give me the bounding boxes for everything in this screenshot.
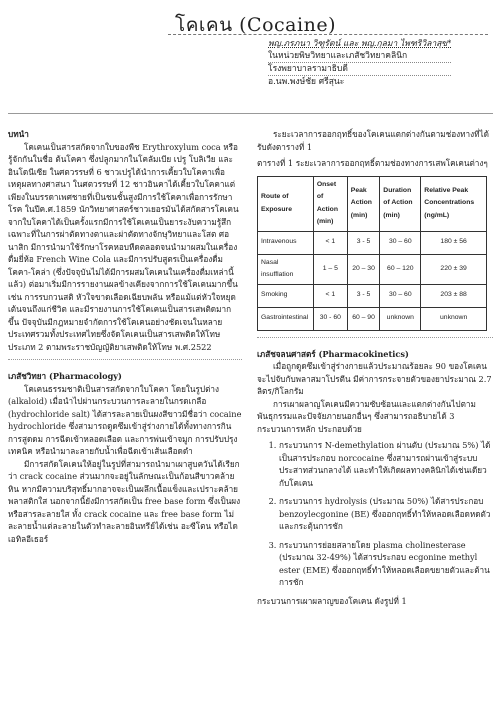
pharmacokinetics-paragraph-1: เมื่อถูกดูดซึมเข้าสู่ร่างกายแล้วประมาณร้อยละ 90 ของโคเคนจะไปจับกับพลาสมาโปรตีน มีค่าการกระจายตัวของยาประมาณ 2.7 ลิตร/กิโลกรัม (257, 361, 492, 396)
table-cell: 3 - 5 (347, 284, 380, 307)
table-cell: 60 – 120 (380, 254, 421, 284)
author-names: พญ.ภรภนา วิฑูรัตน์ และ พญ.กุลมา ไพฑริวิลาสุข* (268, 39, 452, 49)
table-row (258, 307, 487, 330)
pharmacology-paragraph-2: มีการสกัดโคเคนให้อยู่ในรูปที่สามารถนำมาเผาสูบควันได้เรียกว่า crack cocaine ส่วนมากจะอยู่ในลักษณะเป็นก้อนสีขาวคล้ายหิน หากมีความบริสุทธิ์มากอาจจะเป็นผลึกเนื้อแข็งและเปราะคล้ายพลาสติกใส นอกจากนี้ยังมีการสกัดเป็น free base form ซึ่งเป็นผงหรือสารละลายใส ทั้ง crack cocaine และ free base form ไม่ละลายน้ำแต่ละลายในตัวทำละลายอินทรีย์ได้เช่น อะซีโตน หรือไดเอทิลอีเธอร์ (8, 458, 241, 544)
table-cell: 1 – 5 (313, 254, 347, 284)
table-intro: ระยะเวลาการออกฤทธิ์ของโคเคนแตกต่างกันตามช่องทางที่ได้รับดังตารางที่ 1 (257, 129, 489, 152)
table-cell: 30 - 60 (313, 307, 347, 330)
table-row (258, 231, 487, 254)
table-cell: < 1 (313, 231, 347, 254)
table-header-cell: Duration of Action (min) (380, 176, 421, 231)
table-cell: unknown (421, 307, 487, 330)
section-divider (257, 337, 493, 338)
table-cell: Intravenous (258, 231, 314, 254)
table-row (258, 284, 487, 307)
affiliation-line-1: ในหน่วยพิษวิทยาและเภสัชวิทยาคลินิก (268, 50, 451, 63)
list-item: 2. กระบวนการ hydrolysis (ประมาณ 50%) ได้สารประกอบ benzoylecgonine (BE) ซึ่งออกฤทธิ์ทำให้หลอดเลือดหดตัว และกระตุ้นการชัก (279, 495, 493, 533)
table-cell: 180 ± 56 (421, 231, 487, 254)
page-title: โคเคน (Cocaine) (175, 14, 336, 36)
title-rule (168, 34, 488, 35)
author-block (268, 38, 451, 88)
section-divider (8, 359, 242, 360)
list-item: 1. กระบวนการ N-demethylation ผ่านตับ (ประมาณ 5%) ได้เป็นสารประกอบ norcocaine ซึ่งสามารถผ่านเข้าสู่ระบบประสาทส่วนกลางได้ และทำให้เกิดผลทางคลินิกได้เช่นเดียวกับโคเคน (279, 439, 493, 489)
table-header-row (258, 176, 487, 231)
table-cell: 203 ± 88 (421, 284, 487, 307)
intro-paragraph: โคเคนเป็นสารสกัดจากใบของพืช Erythroxylum coca หรือรู้จักกันในชื่อ ต้นโคคา ซึ่งปลูกมากในโคลัมเบีย เปรู โบลิเวีย และอินโดนีเซีย ในศตวรรษที่ 6 ชาวเปรูได้นำการเคี้ยวใบโคคาเพื่อเหตุผลทางศาสนา ในศตวรรษที่ 12 ชาวอินคาได้เคี้ยวใบโคคาแต่เพียงในบรรดาเพศชายที่เป็นชนชั้นสูงมีการใช้โคคาเพื่อการรักษาโรค ในปีค.ศ.1859 นักวิทยาศาสตร์ชาวเยอรมันได้สกัดสารโคเคนจากใบโคคาได้เป็นครั้งแรกมีการใช้โคเคนเป็นยาระงับความรู้สึกเฉพาะที่ในการผ่าตัดทางตาและผ่าตัดทางจักษุวิทยาและโสต ศอ นาสิก มีการนำมาใช้รักษาโรคหอบหืดตลอดจนนำมาผสมในเครื่องดื่มยี่ห้อ French Wine Cola และมีการปรับสูตรเป็นเครื่องดื่ม โคคา-โคล่า (ซึ่งปัจจุบันไม่ได้มีการผสมโคเคนในเครื่องดื่มเหล่านี้แล้ว) ต่อมาเริ่มมีการรายงานผลข้างเคียงจากการใช้โคเคนมากขึ้น เช่น การรบกวนสติ หัวใจขาดเลือดเฉียบพลัน หรือแม้แต่หัวใจหยุดเต้นจนถึงแก่ชีวิต และมีรายงานการใช้โคเคนเป็นสารเสพติดมากขึ้น ปัจจุบันมีกฎหมายจำกัดการใช้โคเคนอย่างชัดเจนในหลายประเทศรวมทั้งประเทศไทยซึ่งจัดโคเคนเป็นสารเสพติดให้โทษประเภท 2 ตามพระราชบัญญัติยาเสพติดให้โทษ พ.ศ.2522 (8, 141, 239, 352)
header-divider (8, 113, 493, 114)
table-header-cell: Onset of Action (min) (313, 176, 347, 231)
pharmacokinetics-paragraph-2: การเผาผลาญโคเคนมีความซับซ้อนและแตกต่างกันไปตามพันธุกรรมและปัจจัยภายนอกอื่นๆ ซึ่งสามารถอธิบายได้ 3 กระบวนการหลัก ประกอบด้วย (257, 398, 476, 434)
metabolism-steps-list (257, 439, 493, 589)
table-cell: 30 – 60 (380, 284, 421, 307)
table-cell: Smoking (258, 284, 314, 307)
table-header-cell: Route of Exposure (258, 176, 314, 231)
table-header-cell: Relative Peak Concentrations (ng/mL) (421, 176, 487, 231)
exposure-table (257, 176, 487, 331)
table-cell: Nasal insufflation (258, 254, 314, 284)
pharmacology-paragraph-1: โคเคนธรรมชาติเป็นสารสกัดจากใบโคคา โดยในรูปต่าง (alkaloid) เมื่อนำไปผ่านกระบวนการละลายในกรดเกลือ (hydrochloride salt) ได้สารละลายเป็นผงสีขาวมีชื่อว่า cocaine hydrochloride ซึ่งสามารถดูดซึมเข้าสู่ร่างกายได้ทั้งทางการกิน การสูดดม การฉีดเข้าหลอดเลือด และการพ่นเข้าจมูก การปรับปรุงเทคนิค หรือนำมาละลายกับน้ำเพื่อฉีดเข้าเส้นเลือดดำ (8, 383, 242, 456)
table-cell: 20 – 30 (347, 254, 380, 284)
table-caption: ตารางที่ 1 ระยะเวลาการออกฤทธิ์ตามช่องทางการเสพโคเคนต่างๆ (257, 158, 488, 168)
pharmacokinetics-heading: เภสัชจลนศาสตร์ (Pharmacokinetics) (257, 348, 409, 359)
table-cell: < 1 (313, 284, 347, 307)
table-cell: 220 ± 39 (421, 254, 487, 284)
intro-heading: บทนำ (8, 129, 29, 139)
left-column (8, 128, 242, 545)
pharmacology-heading: เภสัชวิทยา (Pharmacology) (8, 371, 122, 381)
list-item: 3. กระบวนการย่อยสลายโดย plasma cholinesterase (ประมาณ 32-49%) ได้สารประกอบ ecgonine methyl ester (EME) ซึ่งออกฤทธิ์ทำให้หลอดเลือดขยายตัวและต้านการชัก (279, 539, 493, 589)
reviewer-line: อ.นพ.พงษ์ชัย ศรีสุนะ (268, 77, 345, 87)
affiliation-line-2: โรงพยาบาลรามาธิบดี (268, 63, 451, 76)
table-row (258, 254, 487, 284)
closing-text: กระบวนการเผาผลาญของโคเคน ดังรูปที่ 1 (257, 595, 407, 606)
table-cell: 60 – 90 (347, 307, 380, 330)
table-header-cell: Peak Action (min) (347, 176, 380, 231)
table-cell: Gastrointestinal (258, 307, 314, 330)
right-column (257, 128, 493, 607)
table-cell: 30 – 60 (380, 231, 421, 254)
table-cell: unknown (380, 307, 421, 330)
table-cell: 3 - 5 (347, 231, 380, 254)
